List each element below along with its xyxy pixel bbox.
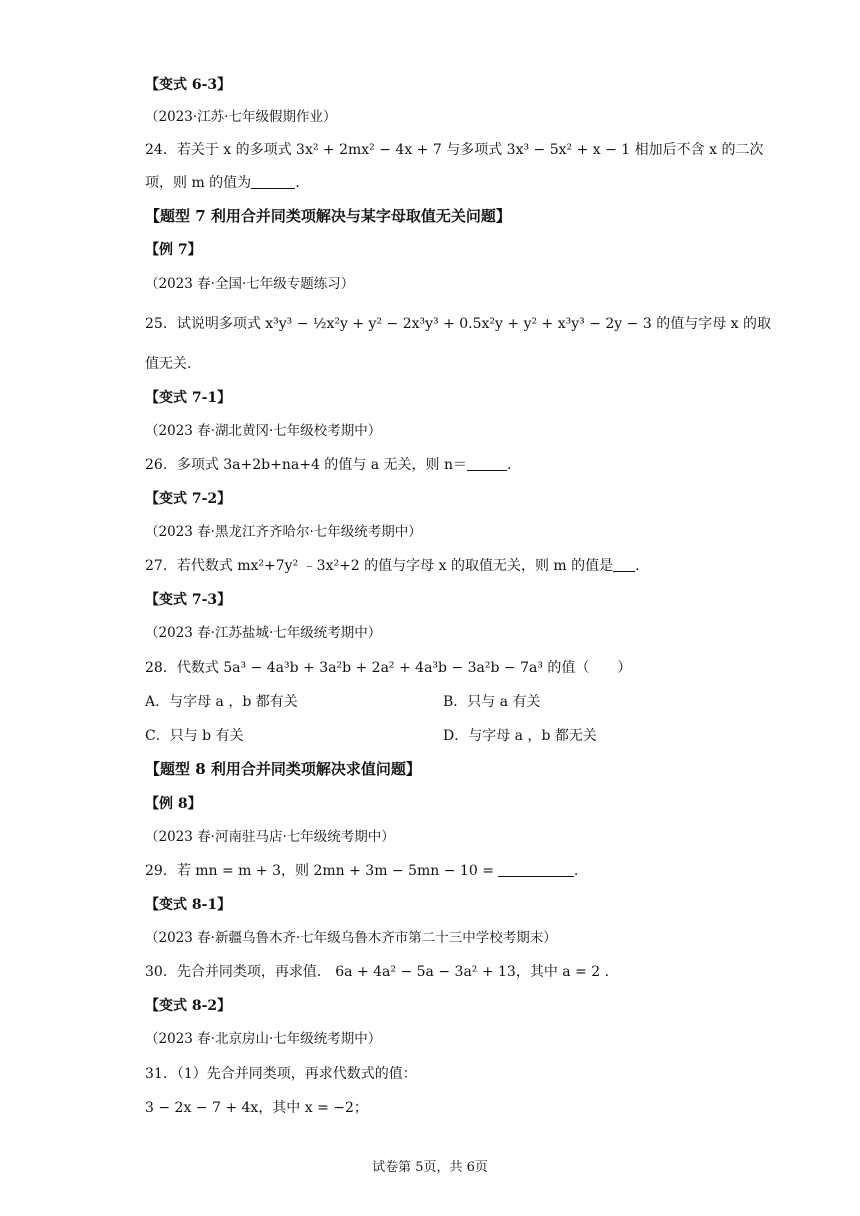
variant-8-2-source: （2023 春·北京房山·七年级统考期中） <box>145 1031 382 1047</box>
option-a: A．与字母 a ，b 都有关 <box>145 694 298 710</box>
question-24-line1: 24．若关于 x 的多项式 3x² + 2mx² − 4x + 7 与多项式 3x³ − 5x² + x − 1 相加后不含 x 的二次 <box>145 142 764 158</box>
question-27-end: . <box>635 558 640 574</box>
section-heading-type-7: 【题型 7 利用合并同类项解决与某字母取值无关问题】 <box>145 207 511 225</box>
variant-6-3-source: （2023·江苏·七年级假期作业） <box>145 109 337 125</box>
variant-7-1-label: 【变式 7-1】 <box>145 390 232 406</box>
question-27 <box>145 556 640 576</box>
question-29 <box>145 861 578 881</box>
question-27-text: 27．若代数式 mx²+7y² ﹣3x²+2 的值与字母 x 的取值无关，则 m 的值是 <box>145 558 614 574</box>
variant-7-3-source: （2023 春·江苏盐城·七年级统考期中） <box>145 625 382 641</box>
question-31-line1: 31．（1）先合并同类项，再求代数式的值： <box>145 1066 417 1082</box>
variant-7-2-source: （2023 春·黑龙江齐齐哈尔·七年级统考期中） <box>145 524 422 540</box>
question-26 <box>145 455 511 475</box>
question-26-text: 26．多项式 3a+2b+na+4 的值与 a 无关，则 n＝ <box>145 457 468 473</box>
question-26-end: . <box>507 457 512 473</box>
variant-6-3-label: 【变式 6-3】 <box>145 77 232 93</box>
variant-7-2-label: 【变式 7-2】 <box>145 491 232 507</box>
variant-7-1-source: （2023 春·湖北黄冈·七年级校考期中） <box>145 423 382 439</box>
question-24-line2 <box>145 173 300 193</box>
example-8-source: （2023 春·河南驻马店·七年级统考期中） <box>145 829 395 845</box>
answer-blank <box>613 557 635 572</box>
question-28-stem: 28．代数式 5a³ − 4a³b + 3a²b + 2a² + 4a³b − 3a²b − 7a³ 的值（ ） <box>145 660 632 676</box>
answer-blank <box>498 862 574 877</box>
answer-blank <box>467 456 507 471</box>
question-28-options-row1 <box>145 692 298 712</box>
question-25-line1: 25．试说明多项式 x³y³ − ½x²y + y² − 2x³y³ + 0.5x²y + y² + x³y³ − 2y − 3 的值与字母 x 的取 <box>145 316 771 332</box>
question-24-end: . <box>295 175 300 191</box>
variant-8-1-label: 【变式 8-1】 <box>145 897 232 913</box>
example-8-label: 【例 8】 <box>145 796 202 812</box>
variant-7-3-label: 【变式 7-3】 <box>145 592 232 608</box>
option-d: D．与字母 a ，b 都无关 <box>443 728 597 744</box>
question-24-text: 项，则 m 的值为 <box>145 175 252 191</box>
question-25-line2: 值无关. <box>145 356 192 372</box>
question-30: 30．先合并同类项，再求值． 6a + 4a² − 5a − 3a² + 13，其中 a = 2 . <box>145 964 610 980</box>
page-footer: 试卷第 5页，共 6页 <box>372 1160 488 1175</box>
variant-8-2-label: 【变式 8-2】 <box>145 998 232 1014</box>
option-c: C．只与 b 有关 <box>145 728 244 744</box>
section-heading-type-8: 【题型 8 利用合并同类项解决求值问题】 <box>145 760 421 778</box>
variant-8-1-source: （2023 春·新疆乌鲁木齐·七年级乌鲁木齐市第二十三中学校考期末） <box>145 930 557 946</box>
example-7-source: （2023 春·全国·七年级专题练习） <box>145 276 355 292</box>
question-29-text: 29．若 mn = m + 3，则 2mn + 3m − 5mn − 10 = <box>145 863 494 879</box>
example-7-label: 【例 7】 <box>145 242 202 258</box>
question-31-line2: 3 − 2x − 7 + 4x，其中 x = −2； <box>145 1100 368 1116</box>
answer-blank <box>251 174 295 189</box>
option-b: B．只与 a 有关 <box>443 694 541 710</box>
question-29-end: . <box>573 863 579 879</box>
